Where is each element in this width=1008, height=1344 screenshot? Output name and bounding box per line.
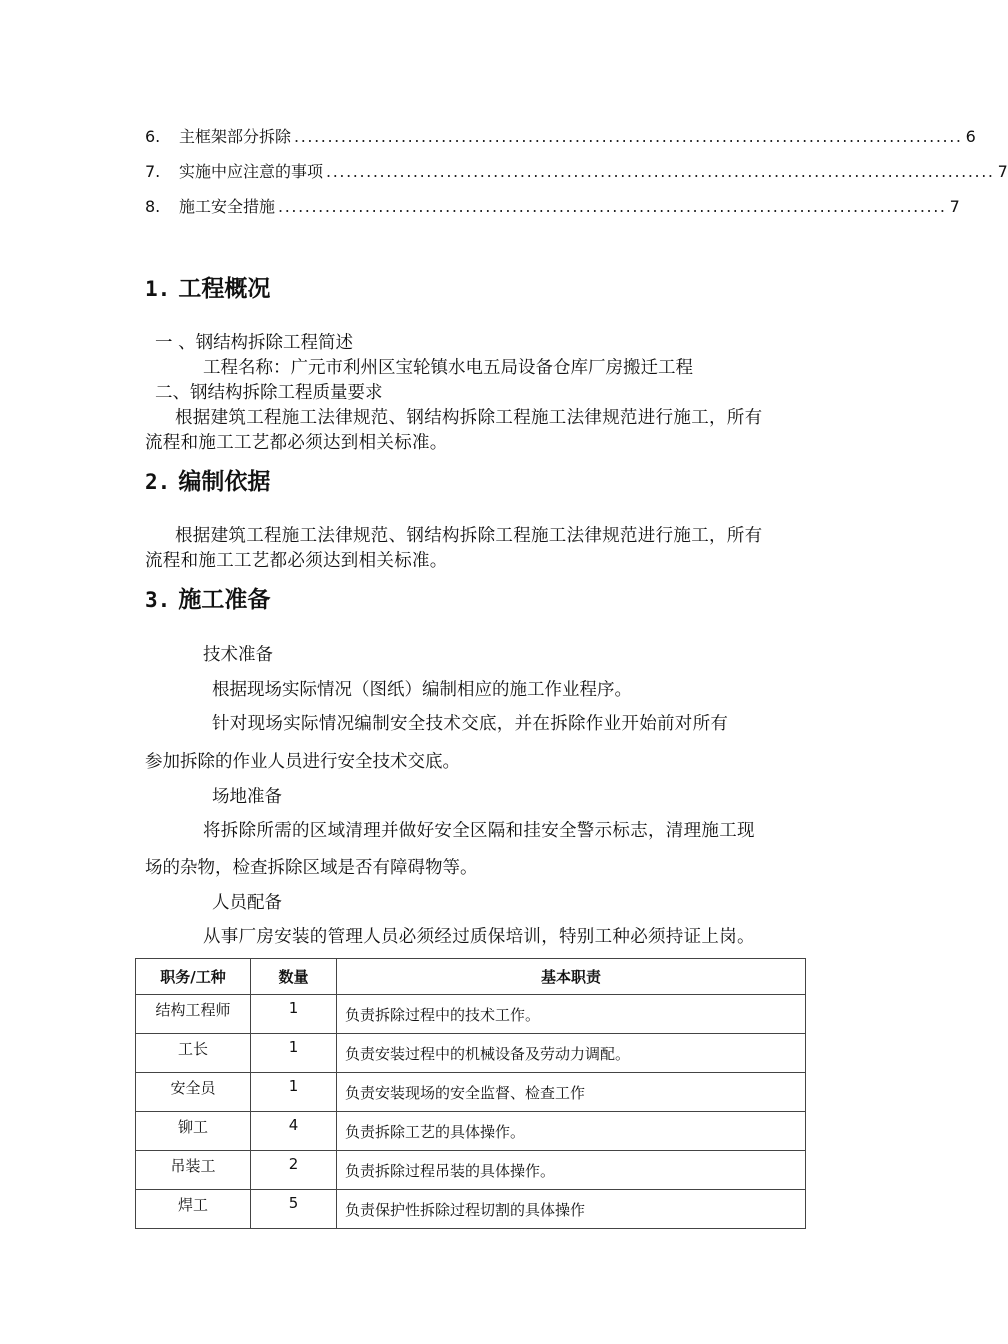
cell-duty: 负责拆除过程中的技术工作。 [337,995,806,1034]
cell-count: 1 [251,1034,337,1073]
cell-duty: 负责拆除过程吊装的具体操作。 [337,1151,806,1190]
paragraph-line: 流程和施工工艺都必须达到相关标准。 [145,433,448,453]
section-title: 工程概况 [178,276,271,302]
paragraph-line: 场的杂物，检查拆除区域是否有障碍物等。 [145,858,478,878]
paragraph-line: 针对现场实际情况编制安全技术交底，并在拆除作业开始前对所有 [212,714,729,734]
header-count: 数量 [251,959,337,995]
toc-title: 主框架部分拆除 [179,127,292,146]
toc-number: 8. [145,197,161,216]
toc-page: 6 [965,127,976,146]
sub-heading: 二、钢结构拆除工程质量要求 [155,383,383,403]
toc-page: 7 [997,162,1008,181]
sub-heading-site: 场地准备 [212,787,282,807]
toc-entry[interactable] [145,160,1008,184]
section-title: 编制依据 [178,469,271,495]
section-3-heading [145,585,270,615]
cell-duty: 负责安装过程中的机械设备及劳动力调配。 [337,1034,806,1073]
sub-heading-staff: 人员配备 [212,893,282,913]
section-number: 2. [145,470,171,494]
paragraph-line: 参加拆除的作业人员进行安全技术交底。 [145,752,460,772]
toc-number: 6. [145,127,161,146]
cell-count: 1 [251,1073,337,1112]
table-row [136,995,806,1034]
header-position: 职务/工种 [136,959,251,995]
table-row [136,1034,806,1073]
cell-position: 结构工程师 [136,995,251,1034]
toc-page: 7 [949,197,960,216]
cell-duty: 负责拆除工艺的具体操作。 [337,1112,806,1151]
project-name: 工程名称：广元市利州区宝轮镇水电五局设备仓库厂房搬迁工程 [203,358,693,378]
toc-leader-dots: .................................................................................................... [326,162,995,181]
cell-count: 4 [251,1112,337,1151]
section-title: 施工准备 [178,587,271,613]
cell-duty: 负责保护性拆除过程切割的具体操作 [337,1190,806,1229]
paragraph-line: 根据建筑工程施工法律规范、钢结构拆除工程施工法律规范进行施工，所有 [175,408,763,428]
cell-position: 焊工 [136,1190,251,1229]
toc-title: 施工安全措施 [179,197,276,216]
cell-position: 安全员 [136,1073,251,1112]
cell-count: 1 [251,995,337,1034]
table-row [136,1073,806,1112]
paragraph-line: 根据现场实际情况（图纸）编制相应的施工作业程序。 [212,680,632,700]
cell-count: 2 [251,1151,337,1190]
table-row [136,1112,806,1151]
table-header-row [136,959,806,995]
section-1-heading [145,274,270,304]
cell-position: 吊装工 [136,1151,251,1190]
table-row [136,1190,806,1229]
sub-heading: 一 、钢结构拆除工程简述 [155,333,354,353]
toc-title: 实施中应注意的事项 [179,162,324,181]
section-number: 3. [145,588,171,612]
paragraph-line: 从事厂房安装的管理人员必须经过质保培训，特别工种必须持证上岗。 [203,927,755,947]
sub-heading-tech: 技术准备 [203,645,273,665]
cell-position: 工长 [136,1034,251,1073]
toc-entry[interactable] [145,195,960,219]
paragraph-line: 流程和施工工艺都必须达到相关标准。 [145,551,448,571]
toc-leader-dots: .................................................................................................... [278,197,947,216]
staff-duty-table [135,958,806,1229]
cell-count: 5 [251,1190,337,1229]
paragraph-line: 将拆除所需的区域清理并做好安全区隔和挂安全警示标志，清理施工现 [203,821,755,841]
cell-position: 铆工 [136,1112,251,1151]
paragraph-line: 根据建筑工程施工法律规范、钢结构拆除工程施工法律规范进行施工，所有 [175,526,763,546]
section-2-heading [145,467,270,497]
toc-leader-dots: .................................................................................................... [294,127,963,146]
toc-entry[interactable] [145,125,976,149]
section-number: 1. [145,277,171,301]
header-duty: 基本职责 [337,959,806,995]
table-row [136,1151,806,1190]
cell-duty: 负责安装现场的安全监督、检查工作 [337,1073,806,1112]
toc-number: 7. [145,162,161,181]
